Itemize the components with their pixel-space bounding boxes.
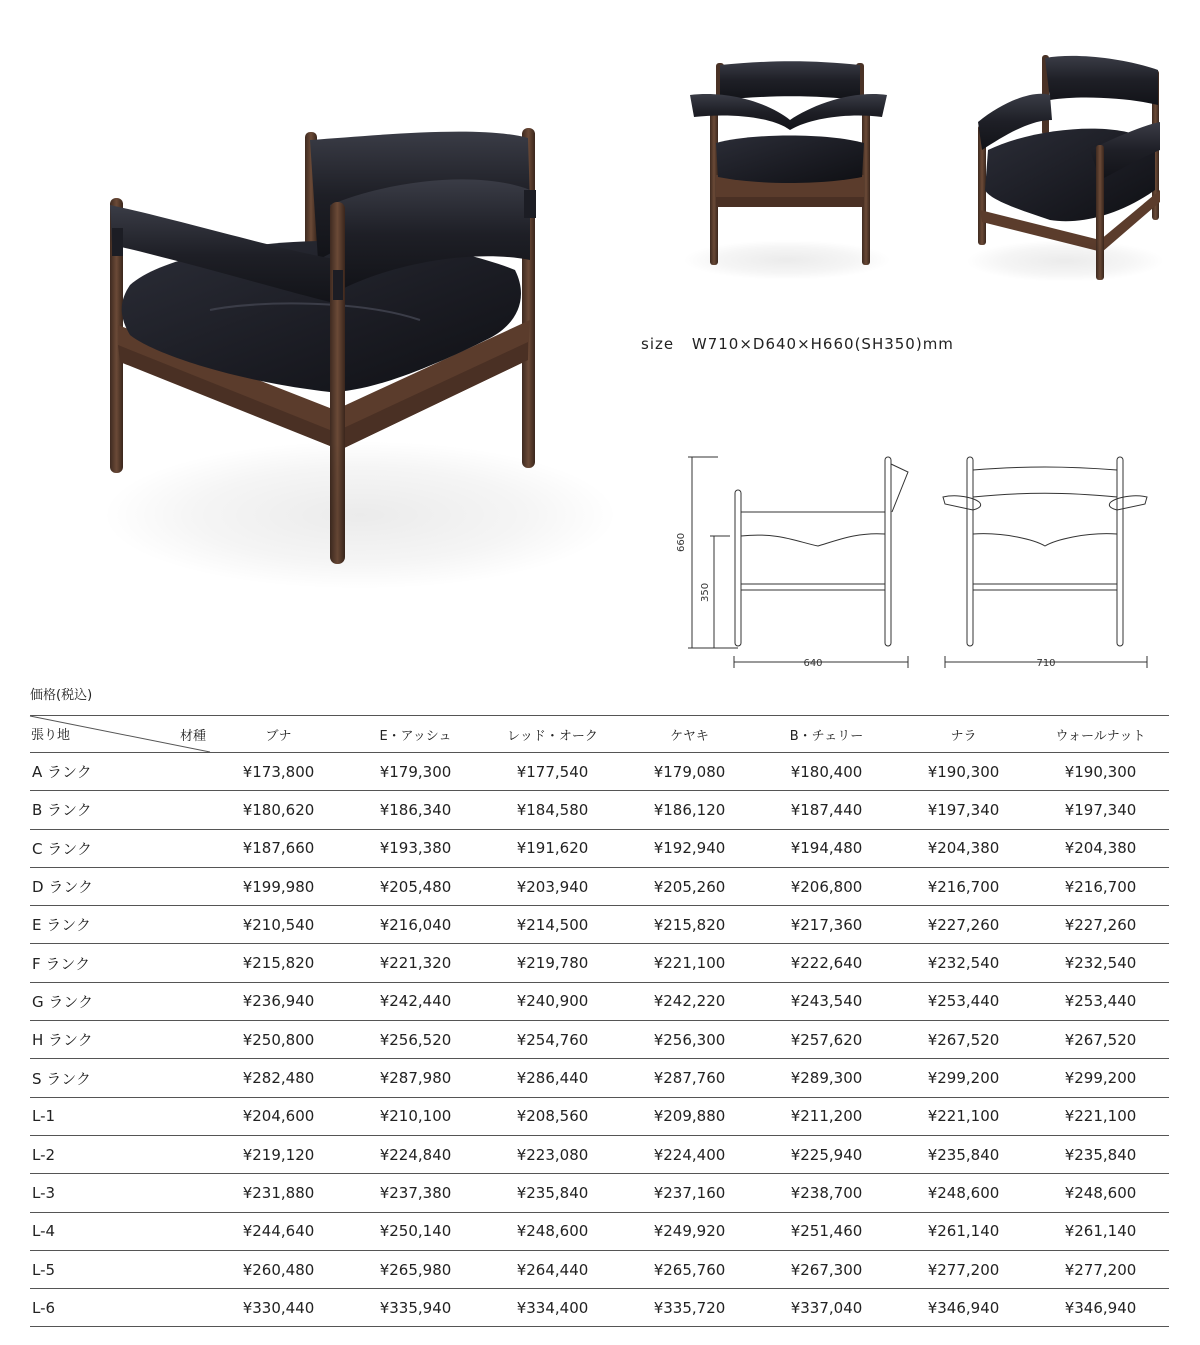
floor-shadow xyxy=(965,240,1165,282)
price-cell: ¥250,140 xyxy=(347,1212,484,1250)
price-cell: ¥224,400 xyxy=(621,1135,758,1173)
rank-label: L-1 xyxy=(30,1097,210,1135)
price-cell: ¥190,300 xyxy=(895,753,1032,791)
price-cell: ¥224,840 xyxy=(347,1135,484,1173)
price-cell: ¥335,720 xyxy=(621,1289,758,1327)
price-cell: ¥219,120 xyxy=(210,1135,347,1173)
price-cell: ¥194,480 xyxy=(758,829,895,867)
column-header: レッド・オーク xyxy=(484,716,621,753)
rank-label: C ランク xyxy=(30,829,210,867)
price-cell: ¥265,980 xyxy=(347,1250,484,1288)
price-cell: ¥221,100 xyxy=(1032,1097,1169,1135)
price-cell: ¥334,400 xyxy=(484,1289,621,1327)
dim-depth: 640 xyxy=(803,658,823,669)
chair-angle-photo xyxy=(960,40,1170,285)
column-header: B・チェリー xyxy=(758,716,895,753)
price-cell: ¥209,880 xyxy=(621,1097,758,1135)
price-cell: ¥204,380 xyxy=(1032,829,1169,867)
price-cell: ¥231,880 xyxy=(210,1174,347,1212)
price-cell: ¥277,200 xyxy=(895,1250,1032,1288)
price-cell: ¥208,560 xyxy=(484,1097,621,1135)
price-cell: ¥179,300 xyxy=(347,753,484,791)
front-dimension-drawing xyxy=(935,452,1160,674)
price-cell: ¥257,620 xyxy=(758,1021,895,1059)
column-header: ナラ xyxy=(895,716,1032,753)
front-drawing-svg xyxy=(935,452,1160,674)
price-cell: ¥186,340 xyxy=(347,791,484,829)
price-cell: ¥232,540 xyxy=(895,944,1032,982)
price-cell: ¥186,120 xyxy=(621,791,758,829)
price-cell: ¥250,800 xyxy=(210,1021,347,1059)
price-cell: ¥227,260 xyxy=(895,906,1032,944)
price-cell: ¥244,640 xyxy=(210,1212,347,1250)
size-value: W710×D640×H660(SH350)mm xyxy=(691,335,954,353)
price-cell: ¥267,520 xyxy=(1032,1021,1169,1059)
price-cell: ¥261,140 xyxy=(895,1212,1032,1250)
price-cell: ¥236,940 xyxy=(210,982,347,1020)
price-cell: ¥191,620 xyxy=(484,829,621,867)
price-cell: ¥179,080 xyxy=(621,753,758,791)
column-header: ウォールナット xyxy=(1032,716,1169,753)
price-cell: ¥221,100 xyxy=(621,944,758,982)
column-header: E・アッシュ xyxy=(347,716,484,753)
price-cell: ¥286,440 xyxy=(484,1059,621,1097)
price-cell: ¥237,380 xyxy=(347,1174,484,1212)
price-cell: ¥223,080 xyxy=(484,1135,621,1173)
price-cell: ¥210,100 xyxy=(347,1097,484,1135)
price-cell: ¥248,600 xyxy=(895,1174,1032,1212)
rank-label: D ランク xyxy=(30,867,210,905)
price-cell: ¥265,760 xyxy=(621,1250,758,1288)
price-cell: ¥251,460 xyxy=(758,1212,895,1250)
price-cell: ¥346,940 xyxy=(895,1289,1032,1327)
table-row xyxy=(30,1212,1169,1250)
price-cell: ¥177,540 xyxy=(484,753,621,791)
rank-label: B ランク xyxy=(30,791,210,829)
price-cell: ¥197,340 xyxy=(1032,791,1169,829)
price-cell: ¥242,220 xyxy=(621,982,758,1020)
table-row xyxy=(30,1174,1169,1212)
price-cell: ¥289,300 xyxy=(758,1059,895,1097)
size-label: size xyxy=(641,335,675,353)
price-cell: ¥187,440 xyxy=(758,791,895,829)
chair-three-quarter-photo xyxy=(60,110,620,590)
table-row xyxy=(30,1021,1169,1059)
price-cell: ¥235,840 xyxy=(895,1135,1032,1173)
table-row xyxy=(30,1097,1169,1135)
price-cell: ¥190,300 xyxy=(1032,753,1169,791)
rank-label: L-6 xyxy=(30,1289,210,1327)
price-cell: ¥260,480 xyxy=(210,1250,347,1288)
price-cell: ¥237,160 xyxy=(621,1174,758,1212)
price-cell: ¥287,980 xyxy=(347,1059,484,1097)
side-drawing-svg xyxy=(678,452,918,674)
price-cell: ¥222,640 xyxy=(758,944,895,982)
price-cell: ¥227,260 xyxy=(1032,906,1169,944)
price-cell: ¥211,200 xyxy=(758,1097,895,1135)
table-row xyxy=(30,1135,1169,1173)
price-cell: ¥249,920 xyxy=(621,1212,758,1250)
price-cell: ¥210,540 xyxy=(210,906,347,944)
price-cell: ¥216,700 xyxy=(1032,867,1169,905)
table-corner-cell xyxy=(30,716,210,753)
price-cell: ¥199,980 xyxy=(210,867,347,905)
price-cell: ¥205,480 xyxy=(347,867,484,905)
floor-shadow xyxy=(682,240,892,280)
price-cell: ¥299,200 xyxy=(1032,1059,1169,1097)
price-cell: ¥261,140 xyxy=(1032,1212,1169,1250)
price-cell: ¥235,840 xyxy=(1032,1135,1169,1173)
price-cell: ¥187,660 xyxy=(210,829,347,867)
price-cell: ¥204,380 xyxy=(895,829,1032,867)
column-header: ケヤキ xyxy=(621,716,758,753)
price-cell: ¥232,540 xyxy=(1032,944,1169,982)
rank-label: L-5 xyxy=(30,1250,210,1288)
corner-material-label: 材種 xyxy=(179,729,206,744)
price-cell: ¥221,320 xyxy=(347,944,484,982)
table-row xyxy=(30,1059,1169,1097)
column-header: ブナ xyxy=(210,716,347,753)
price-cell: ¥180,620 xyxy=(210,791,347,829)
price-cell: ¥215,820 xyxy=(621,906,758,944)
price-cell: ¥205,260 xyxy=(621,867,758,905)
table-row xyxy=(30,829,1169,867)
price-cell: ¥267,300 xyxy=(758,1250,895,1288)
price-cell: ¥214,500 xyxy=(484,906,621,944)
price-cell: ¥193,380 xyxy=(347,829,484,867)
price-cell: ¥225,940 xyxy=(758,1135,895,1173)
price-cell: ¥221,100 xyxy=(895,1097,1032,1135)
price-cell: ¥180,400 xyxy=(758,753,895,791)
price-cell: ¥203,940 xyxy=(484,867,621,905)
dim-width: 710 xyxy=(1036,658,1056,669)
price-cell: ¥240,900 xyxy=(484,982,621,1020)
price-cell: ¥253,440 xyxy=(1032,982,1169,1020)
floor-shadow xyxy=(100,440,620,590)
price-cell: ¥238,700 xyxy=(758,1174,895,1212)
price-cell: ¥216,040 xyxy=(347,906,484,944)
price-cell: ¥346,940 xyxy=(1032,1289,1169,1327)
price-cell: ¥287,760 xyxy=(621,1059,758,1097)
price-cell: ¥335,940 xyxy=(347,1289,484,1327)
size-spec xyxy=(641,335,954,353)
rank-label: A ランク xyxy=(30,753,210,791)
dim-height-total: 660 xyxy=(676,532,687,552)
price-cell: ¥264,440 xyxy=(484,1250,621,1288)
rank-label: G ランク xyxy=(30,982,210,1020)
price-cell: ¥235,840 xyxy=(484,1174,621,1212)
price-cell: ¥217,360 xyxy=(758,906,895,944)
price-cell: ¥248,600 xyxy=(1032,1174,1169,1212)
price-cell: ¥192,940 xyxy=(621,829,758,867)
dim-seat-height: 350 xyxy=(700,582,711,602)
price-cell: ¥256,520 xyxy=(347,1021,484,1059)
table-row xyxy=(30,867,1169,905)
price-cell: ¥215,820 xyxy=(210,944,347,982)
price-cell: ¥206,800 xyxy=(758,867,895,905)
table-row xyxy=(30,1250,1169,1288)
corner-fabric-label: 張り地 xyxy=(31,728,71,743)
price-cell: ¥216,700 xyxy=(895,867,1032,905)
price-cell: ¥330,440 xyxy=(210,1289,347,1327)
rank-label: H ランク xyxy=(30,1021,210,1059)
table-row xyxy=(30,944,1169,982)
table-row xyxy=(30,791,1169,829)
table-row xyxy=(30,753,1169,791)
table-header-row xyxy=(30,716,1169,753)
price-cell: ¥219,780 xyxy=(484,944,621,982)
price-cell: ¥243,540 xyxy=(758,982,895,1020)
price-heading: 価格(税込) xyxy=(30,688,93,703)
price-cell: ¥254,760 xyxy=(484,1021,621,1059)
table-row xyxy=(30,1289,1169,1327)
price-cell: ¥267,520 xyxy=(895,1021,1032,1059)
price-cell: ¥184,580 xyxy=(484,791,621,829)
price-cell: ¥256,300 xyxy=(621,1021,758,1059)
side-dimension-drawing xyxy=(678,452,918,674)
price-cell: ¥204,600 xyxy=(210,1097,347,1135)
price-cell: ¥277,200 xyxy=(1032,1250,1169,1288)
rank-label: L-4 xyxy=(30,1212,210,1250)
price-cell: ¥299,200 xyxy=(895,1059,1032,1097)
price-table xyxy=(30,715,1169,1327)
table-row xyxy=(30,906,1169,944)
price-cell: ¥337,040 xyxy=(758,1289,895,1327)
chair-front-photo xyxy=(672,55,902,280)
price-cell: ¥282,480 xyxy=(210,1059,347,1097)
price-table-body xyxy=(30,753,1169,1327)
rank-label: S ランク xyxy=(30,1059,210,1097)
price-cell: ¥248,600 xyxy=(484,1212,621,1250)
price-cell: ¥173,800 xyxy=(210,753,347,791)
rank-label: E ランク xyxy=(30,906,210,944)
table-row xyxy=(30,982,1169,1020)
price-cell: ¥242,440 xyxy=(347,982,484,1020)
price-cell: ¥197,340 xyxy=(895,791,1032,829)
rank-label: L-3 xyxy=(30,1174,210,1212)
rank-label: F ランク xyxy=(30,944,210,982)
price-cell: ¥253,440 xyxy=(895,982,1032,1020)
rank-label: L-2 xyxy=(30,1135,210,1173)
